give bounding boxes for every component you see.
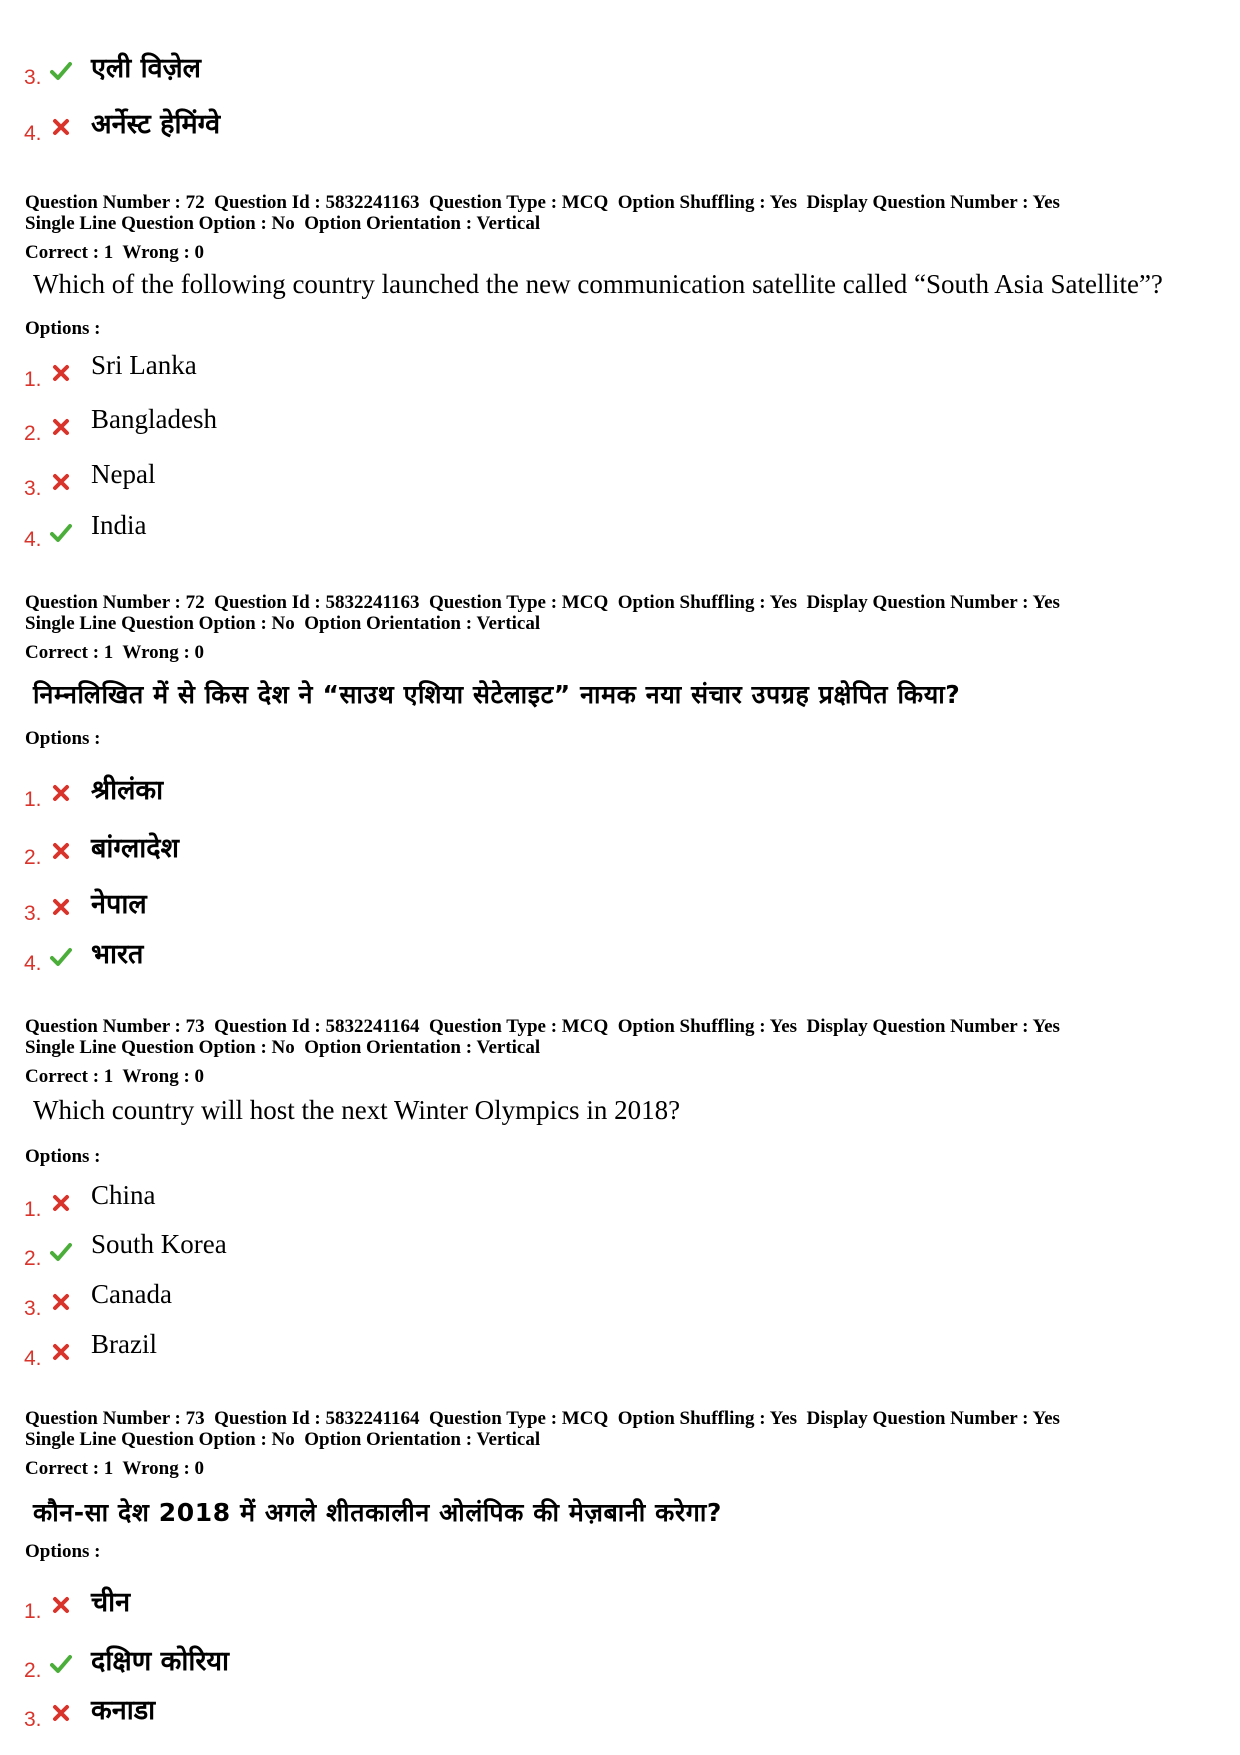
cross-icon [50, 1594, 72, 1616]
cross-icon [50, 1192, 72, 1214]
option-number: 2. [24, 846, 42, 869]
option-number: 4. [24, 122, 42, 145]
check-icon [50, 60, 72, 82]
meta-line-1: Question Number : 72 Question Id : 5832241163 Question Type : MCQ Option Shuffling : Yes Display Question Number : Yes [25, 192, 1060, 213]
cross-icon [50, 1341, 72, 1363]
check-icon [50, 946, 72, 968]
options-label: Options : [25, 1541, 101, 1562]
option-number: 1. [24, 1198, 42, 1221]
cross-icon [50, 896, 72, 918]
option-text: चीन [91, 1587, 131, 1618]
score-line: Correct : 1 Wrong : 0 [25, 1066, 205, 1087]
options-label: Options : [25, 318, 101, 339]
option-number: 2. [24, 1659, 42, 1682]
score-line: Correct : 1 Wrong : 0 [25, 242, 205, 263]
cross-icon [50, 1702, 72, 1724]
option-number: 1. [24, 788, 42, 811]
option-text: Sri Lanka [91, 350, 197, 380]
meta-line-2: Single Line Question Option : No Option Orientation : Vertical [25, 1037, 541, 1058]
option-number: 3. [24, 66, 42, 89]
question-text: Which of the following country launched the new communication satellite called “South Asia Satellite”? [33, 269, 1163, 299]
check-icon [50, 1241, 72, 1263]
option-text: India [91, 510, 147, 540]
option-number: 4. [24, 1347, 42, 1370]
cross-icon [50, 471, 72, 493]
option-number: 4. [24, 952, 42, 975]
option-text: दक्षिण कोरिया [91, 1646, 230, 1677]
cross-icon [50, 362, 72, 384]
score-line: Correct : 1 Wrong : 0 [25, 1458, 205, 1479]
question-meta [25, 592, 1060, 634]
options-label: Options : [25, 728, 101, 749]
cross-icon [50, 416, 72, 438]
meta-line-2: Single Line Question Option : No Option Orientation : Vertical [25, 1429, 541, 1450]
option-number: 1. [24, 1600, 42, 1623]
option-text: Canada [91, 1279, 172, 1309]
question-meta [25, 1408, 1060, 1450]
question-text: कौन-सा देश 2018 में अगले शीतकालीन ओलंपिक की मेज़बानी करेगा? [33, 1498, 723, 1527]
option-text: South Korea [91, 1229, 227, 1259]
meta-line-2: Single Line Question Option : No Option Orientation : Vertical [25, 613, 541, 634]
meta-line-1: Question Number : 73 Question Id : 5832241164 Question Type : MCQ Option Shuffling : Yes Display Question Number : Yes [25, 1016, 1060, 1037]
question-text: निम्नलिखित में से किस देश ने “साउथ एशिया सेटेलाइट” नामक नया संचार उपग्रह प्रक्षेपित किया? [33, 680, 961, 709]
question-meta [25, 192, 1060, 234]
option-number: 1. [24, 368, 42, 391]
option-text: Brazil [91, 1329, 157, 1359]
option-text: कनाडा [91, 1695, 156, 1726]
option-number: 3. [24, 1708, 42, 1731]
cross-icon [50, 782, 72, 804]
option-text: नेपाल [91, 889, 147, 920]
option-text: श्रीलंका [91, 775, 164, 806]
option-number: 2. [24, 422, 42, 445]
cross-icon [50, 840, 72, 862]
option-number: 3. [24, 902, 42, 925]
question-text: Which country will host the next Winter Olympics in 2018? [33, 1095, 681, 1125]
option-text: एली विज़ेल [91, 53, 201, 84]
meta-line-1: Question Number : 72 Question Id : 5832241163 Question Type : MCQ Option Shuffling : Yes Display Question Number : Yes [25, 592, 1060, 613]
option-number: 4. [24, 528, 42, 551]
option-text: भारत [91, 939, 144, 970]
check-icon [50, 1653, 72, 1675]
option-number: 2. [24, 1247, 42, 1270]
question-meta [25, 1016, 1060, 1058]
option-text: China [91, 1180, 156, 1210]
score-line: Correct : 1 Wrong : 0 [25, 642, 205, 663]
cross-icon [50, 1291, 72, 1313]
option-number: 3. [24, 1297, 42, 1320]
meta-line-1: Question Number : 73 Question Id : 5832241164 Question Type : MCQ Option Shuffling : Yes Display Question Number : Yes [25, 1408, 1060, 1429]
cross-icon [50, 116, 72, 138]
option-text: बांग्लादेश [91, 833, 179, 864]
check-icon [50, 522, 72, 544]
option-number: 3. [24, 477, 42, 500]
options-label: Options : [25, 1146, 101, 1167]
option-text: अर्नेस्ट हेमिंग्वे [91, 109, 221, 140]
option-text: Nepal [91, 459, 156, 489]
option-text: Bangladesh [91, 404, 217, 434]
meta-line-2: Single Line Question Option : No Option Orientation : Vertical [25, 213, 541, 234]
